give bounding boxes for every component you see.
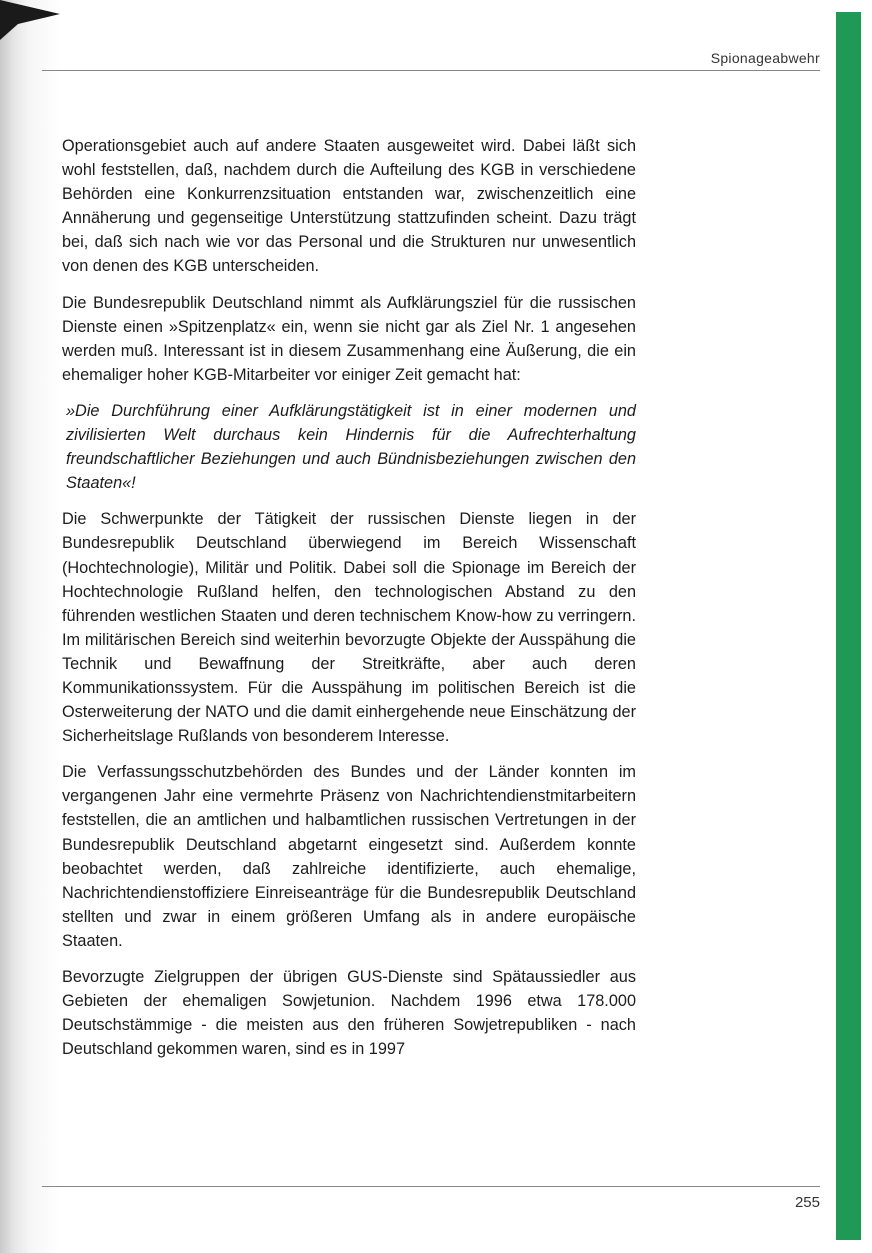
accent-bar	[836, 12, 861, 1240]
paragraph: Die Verfassungsschutzbehörden des Bundes und der Länder konnten im vergangenen Jahr eine vermehrte Präsenz von Nachrichtendienstmitarbeitern feststellen, die an amtlichen und halbamtlichen russischen Vertretungen in der Bundesrepublik Deutschland abgetarnt eingesetzt sind. Außerdem konnte beobachtet werden, daß zahlreiche identifizierte, auch ehemalige, Nachrichtendienstoffiziere Einreiseanträge für die Bundesrepublik Deutschland stellten und zwar in einem größeren Umfang als in andere europäische Staaten.	[62, 763, 636, 950]
page-number: 255	[794, 1194, 820, 1211]
paragraph: Bevorzugte Zielgruppen der übrigen GUS-Dienste sind Spätaussiedler aus Gebieten der ehemaligen Sowjetunion. Nachdem 1996 etwa 178.000 Deutschstämmige - die meisten aus den früheren Sowjetrepubliken - nach Deutschland gekommen waren, sind es in 1997	[62, 968, 636, 1059]
paragraph: Die Bundesrepublik Deutschland nimmt als Aufklärungsziel für die russischen Dienste einen »Spitzenplatz« ein, wenn sie nicht gar als Ziel Nr. 1 angesehen werden muß. Interessant ist in diesem Zusammenhang eine Äußerung, die ein ehemaliger hoher KGB-Mitarbeiter vor einiger Zeit gemacht hat:	[62, 293, 636, 384]
header-rule	[42, 70, 820, 71]
page-corner-mark	[0, 0, 60, 40]
paragraph: Die Schwerpunkte der Tätigkeit der russischen Dienste liegen in der Bundesrepublik Deutschland überwiegend im Bereich Wissenschaft (Hochtechnologie), Militär und Politik. Dabei soll die Spionage im Bereich der Hochtechnologie Rußland helfen, den technologischen Abstand zu den führenden westlichen Staaten und deren technischem Know-how zu verringern. Im militärischen Bereich sind weiterhin bevorzugte Objekte der Ausspähung die Technik und Bewaffnung der Streitkräfte, aber auch deren Kommunikationssystem. Für die Ausspähung im politischen Bereich ist die Osterweiterung der NATO und die damit einhergehende neue Einschätzung der Sicherheitslage Rußlands von besonderem Interesse.	[62, 510, 636, 746]
paragraph: Operationsgebiet auch auf andere Staaten ausgeweitet wird. Dabei läßt sich wohl feststellen, daß, nachdem durch die Aufteilung des KGB in verschiedene Behörden eine Konkurrenzsituation entstanden war, zwischenzeitlich eine Annäherung und gegenseitige Unterstützung stattzufinden scheint. Dazu trägt bei, daß sich nach wie vor das Personal und die Strukturen nur unwesentlich von denen des KGB unterscheiden.	[62, 137, 636, 276]
page-edge-shadow	[0, 0, 60, 1253]
footer-rule	[42, 1186, 820, 1187]
body-text	[62, 134, 636, 1073]
running-title: Spionageabwehr	[710, 50, 820, 66]
block-quote: »Die Durchführung einer Aufklärungstätigkeit ist in einer modernen und zivilisierten Welt durchaus kein Hindernis für die Aufrechterhaltung freundschaftlicher Beziehungen und auch Bündnisbeziehungen zwischen den Staaten«!	[66, 401, 636, 493]
